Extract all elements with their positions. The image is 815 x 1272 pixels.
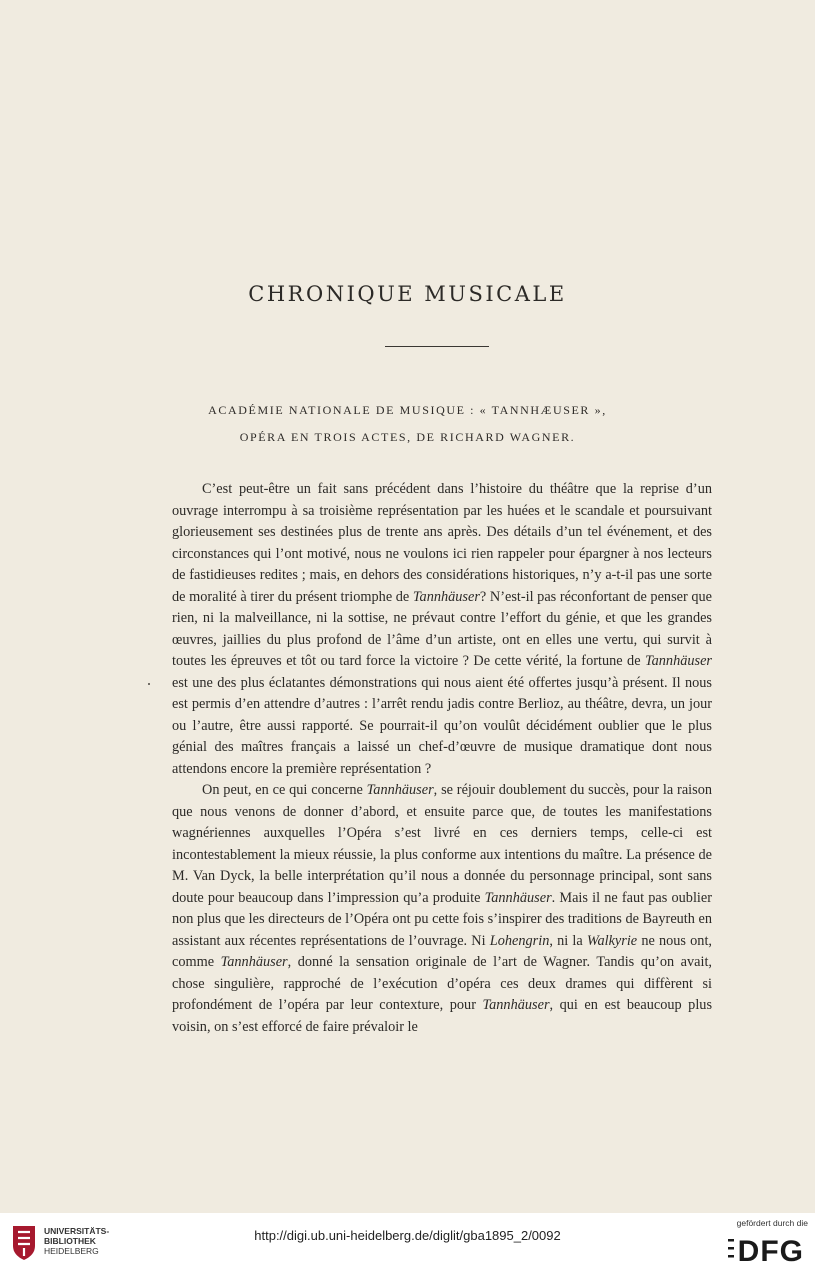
viewer-footer <box>0 1213 815 1272</box>
work-title: Tannhäuser <box>482 997 550 1013</box>
print-speck <box>148 683 150 685</box>
text-run: , se réjouir doublement du succès, pour la raison que nous venons de donner d’abord, et ensuite parce que, de toutes les manifestations wagnériennes auxquelles l’Opéra s’est livré en ces derniers temps, celle-ci est incontestablement la mieux réussie, la plus conforme aux intentions du maître. La présence de M. Van Dyck, la belle interprétation qu’il nous a donnée du personnage principal, sont sans doute pour beaucoup dans l’impression qu’a produite <box>172 782 712 906</box>
work-title: Tannhäuser <box>644 653 712 669</box>
dfg-logo-text: DFG <box>737 1235 804 1265</box>
subtitle-line-2: OPÉRA EN TROIS ACTES, DE RICHARD WAGNER. <box>239 430 576 444</box>
text-run: C’est peut-être un fait sans précédent dans l’histoire du théâtre que la reprise d’un ouvrage interrompu à sa troisième représentation par les huées et le scandale et poursuivant glorieusement ses destinées plus de trente ans après. Des détails d’un tel événement, et des circonstances qui l’ont motivé, nous ne voulons ici rien rappeler pour épargner à nos lecteurs de fastidieuses redites ; mais, en dehors des considérations historiques, n’y a-t-il pas une sorte de moralité à tirer du présent triomphe de <box>172 481 712 605</box>
subtitle-line-1: ACADÉMIE NATIONALE DE MUSIQUE : « TANNHÆUSER », <box>208 403 607 417</box>
title-divider <box>385 346 489 347</box>
permalink-url[interactable]: http://digi.ub.uni-heidelberg.de/diglit/gba1895_2/0092 <box>254 1228 561 1243</box>
library-name-line-2: BIBLIOTHEK <box>44 1236 96 1246</box>
work-title: Tannhäuser <box>484 889 552 906</box>
work-title: Tannhäuser <box>412 588 480 605</box>
work-title: Tannhäuser <box>366 782 434 798</box>
text-run: ? N’est-il pas réconfortant de penser que rien, ni la malveillance, ni la sottise, ne prévaut contre l’effort du génie, et que les grandes œuvres, jaillies du plus profond de l’âme d’un artiste, ont en elles une vertu, qui survit à toutes les épreuves et tôt ou tard force la victoire ? De cette vérité, la fortune de <box>172 588 712 669</box>
paragraph <box>172 479 712 780</box>
text-run: ne nous ont, comme <box>172 932 712 970</box>
work-title: Tannhäuser <box>220 954 288 970</box>
library-name-line-3: HEIDELBERG <box>44 1246 99 1256</box>
page-title: CHRONIQUE MUSICALE <box>248 282 567 306</box>
work-title: Walkyrie <box>586 932 638 949</box>
text-run: . Mais il ne faut pas oublier non plus que les directeurs de l’Opéra ont pu cette fois s’inspirer des traditions de Bayreuth en assistant aux récentes représentations de l’ouvrage. Ni <box>172 889 712 949</box>
dfg-logo-icon[interactable] <box>724 1235 806 1265</box>
funding-caption: gefördert durch die <box>736 1218 808 1228</box>
text-run: , qui en est beaucoup plus voisin, on s’est efforcé de faire prévaloir le <box>172 997 713 1035</box>
work-title: Lohengrin <box>489 932 550 949</box>
library-name-line-1: UNIVERSITÄTS- <box>44 1226 110 1236</box>
article-body <box>172 479 712 1038</box>
text-run: , ni la <box>549 932 587 949</box>
paragraph <box>172 780 712 1038</box>
text-run: est une des plus éclatantes démonstrations qui nous aient été offertes jusqu’à présent. Il nous est permis d’en attendre d’autres : l’arrêt rendu jadis contre Berlioz, au théâtre, devra, un jour ou l’autre, être aussi rapporté. Se pourrait-il qu’on voulût décidément oublier que le plus génial des maîtres français a laissé un chef-d’œuvre de musique dramatique dont nous attendons encore la première représentation ? <box>172 674 712 777</box>
text-run: , donné la sensation originale de l’art de Wagner. Tandis qu’on avait, chose singulière, rapproché de l’exécution d’opéra ces deux drames qui diffèrent si profondément de l’opéra par leur contexture, pour <box>172 954 713 1013</box>
text-run: On peut, en ce qui concerne <box>202 782 367 798</box>
